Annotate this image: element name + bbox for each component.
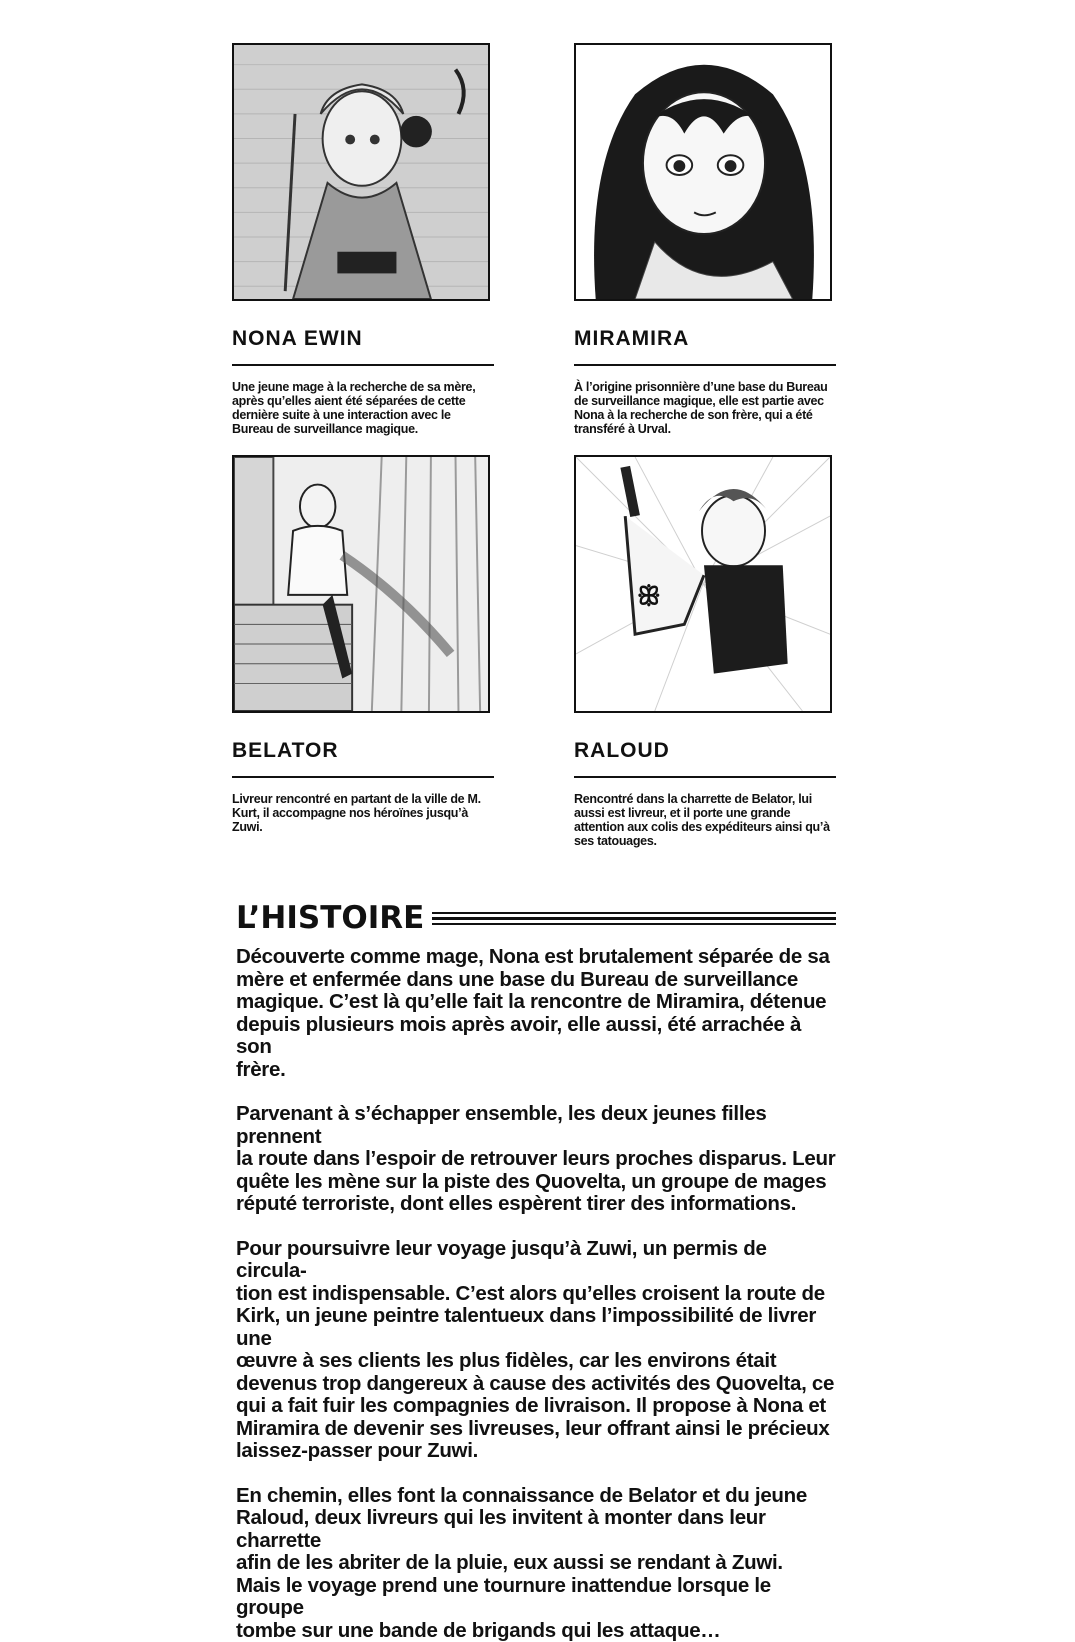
heading-decorative-lines (432, 909, 836, 928)
character-card-miramira (574, 43, 836, 436)
history-paragraph: Découverte comme mage, Nona est brutalement séparée de sa mère et enfermée dans une base du Bureau de surveillance magique. C’est là qu’elle fait la rencontre de Miramira, détenue depuis plusieurs mois après avoir, elle aussi, été arrachée à son frère. (236, 946, 836, 1081)
divider (574, 364, 836, 366)
manga-illustration-miramira (576, 45, 830, 299)
manga-illustration-belator (234, 457, 488, 711)
portrait-belator (232, 455, 490, 713)
character-name: RALOUD (574, 739, 836, 763)
history-paragraph: En chemin, elles font la connaissance de Belator et du jeune Raloud, deux livreurs qui les invitent à monter dans leur charrette afin de les abriter de la pluie, eux aussi se rendant à Zuwi. Mais le voyage prend une tournure inattendue lorsque le groupe tombe sur une bande de brigands qui les attaque… (236, 1485, 836, 1642)
character-description: À l’origine prisonnière d’une base du Bureau de surveillance magique, elle est partie avec Nona à la recherche de son frère, qui a été transféré à Urval. (574, 380, 836, 436)
history-heading (236, 900, 836, 936)
svg-text:ꕥ: ꕥ (637, 582, 661, 612)
history-body (236, 946, 836, 1642)
character-name: NONA EWIN (232, 327, 494, 351)
character-card-nona (232, 43, 494, 436)
character-name: BELATOR (232, 739, 494, 763)
portrait-raloud (574, 455, 832, 713)
portrait-miramira (574, 43, 832, 301)
manga-illustration-raloud (576, 457, 830, 711)
character-card-raloud (574, 455, 836, 848)
history-paragraph: Parvenant à s’échapper ensemble, les deux jeunes filles prennent la route dans l’espoir de retrouver leurs proches disparus. Leur quête les mène sur la piste des Quovelta, un groupe de mages réputé terroriste, dont elles espèrent tirer des informations. (236, 1103, 836, 1216)
character-description: Une jeune mage à la recherche de sa mère, après qu’elles aient été séparées de cette dernière suite à une interaction avec le Bureau de surveillance magique. (232, 380, 494, 436)
divider (232, 776, 494, 778)
history-section (236, 900, 836, 1642)
divider (574, 776, 836, 778)
history-title: L’HISTOIRE (236, 900, 424, 936)
character-name: MIRAMIRA (574, 327, 836, 351)
manga-illustration-nona (234, 45, 488, 299)
character-card-belator (232, 455, 494, 834)
divider (232, 364, 494, 366)
history-paragraph: Pour poursuivre leur voyage jusqu’à Zuwi, un permis de circula- tion est indispensable. C’est alors qu’elles croisent la route de Kirk, un jeune peintre talentueux dans l’impossibilité de livrer une œuvre à ses clients les plus fidèles, car les environs était devenus trop dangereux à cause des activités des Quovelta, ce qui a fait fuir les compagnies de livraison. Il propose à Nona et Miramira de devenir ses livreuses, leur offrant ainsi le précieux laissez-passer pour Zuwi. (236, 1238, 836, 1463)
character-description: Livreur rencontré en partant de la ville de M. Kurt, il accompagne nos héroïnes jusqu’à Zuwi. (232, 792, 494, 834)
character-description: Rencontré dans la charrette de Belator, lui aussi est livreur, et il porte une grande attention aux colis des expéditeurs ainsi qu’à ses tatouages. (574, 792, 836, 848)
portrait-nona-ewin (232, 43, 490, 301)
